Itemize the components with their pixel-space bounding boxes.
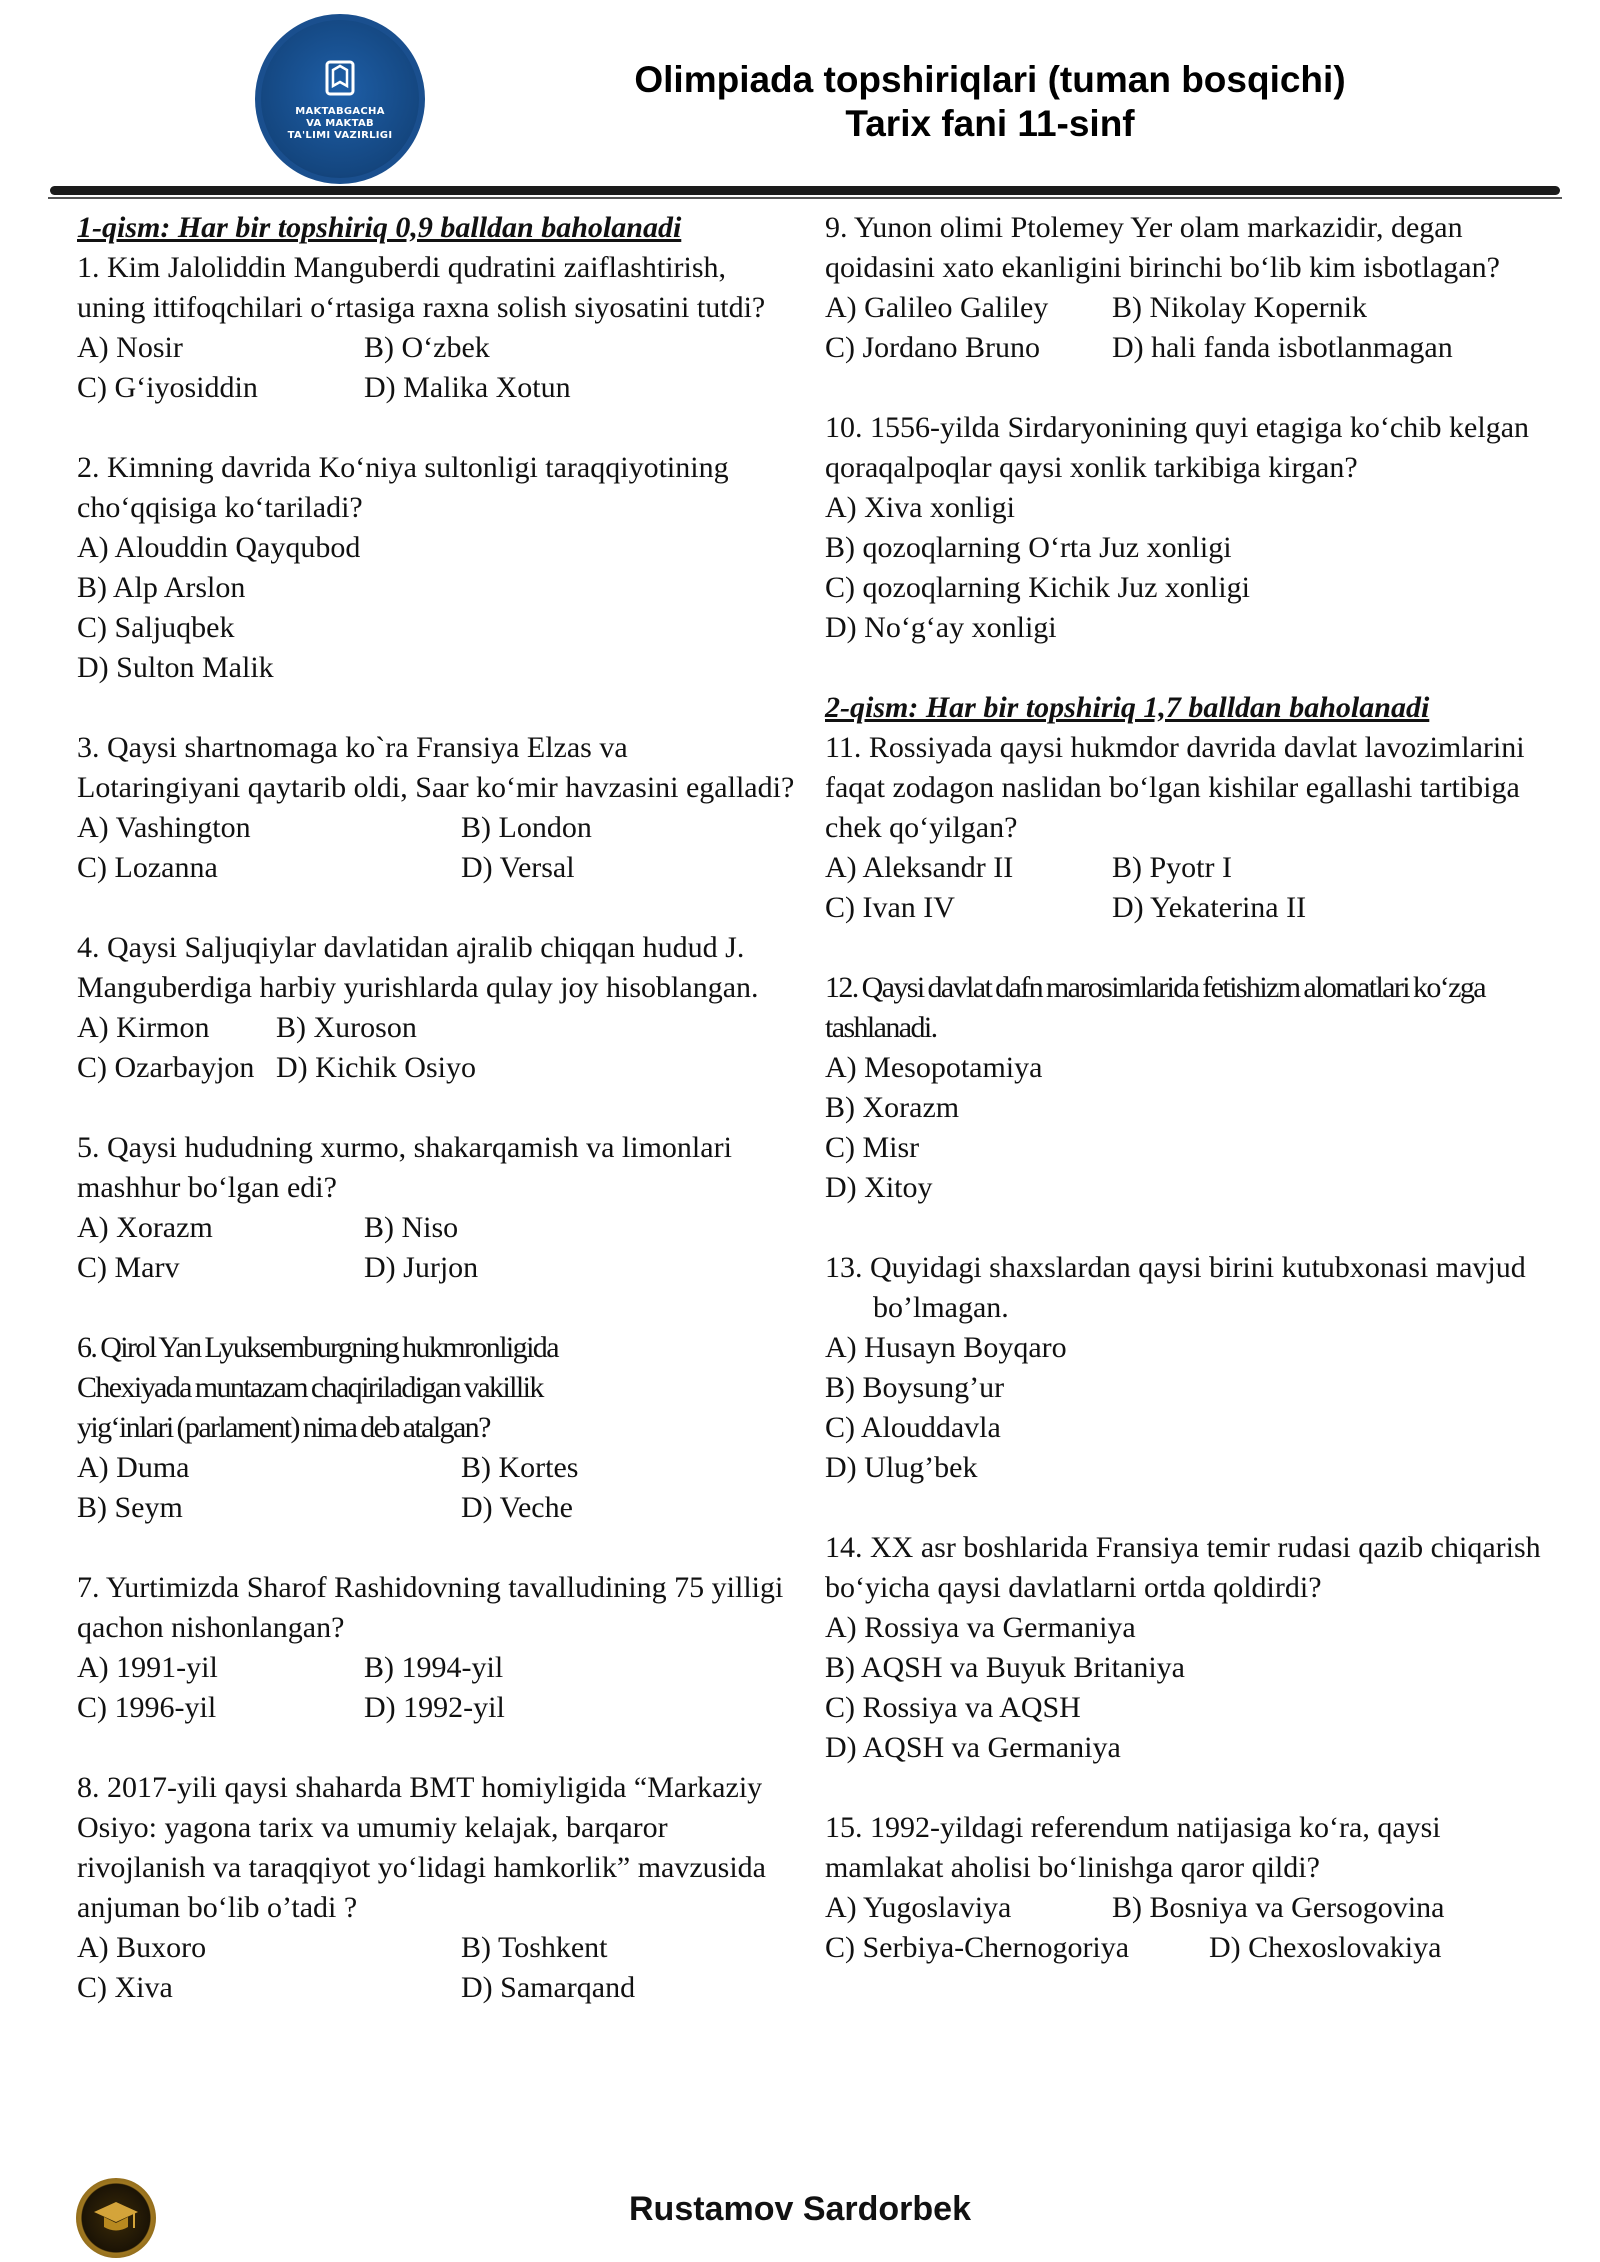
option-c[interactable]: B) Seym — [77, 1491, 183, 1524]
ministry-logo — [255, 14, 425, 184]
option-d[interactable]: D) 1992-yil — [364, 1691, 505, 1724]
option-c[interactable]: C) Saljuqbek — [77, 611, 235, 644]
question-text: 4. Qaysi Saljuqiylar davlatidan ajralib chiqqan hudud J. Manguberdiga harbiy yurishlarda qulay joy hisoblangan. — [77, 931, 759, 1004]
question-text: 12. Qaysi davlat dafn marosimlarida fetishizm alomatlari ko‘zga tashlanadi. — [825, 971, 1485, 1044]
question-text: 5. Qaysi hududning xurmo, shakarqamish va limonlari mashhur bo‘lgan edi? — [77, 1131, 732, 1204]
option-a[interactable]: A) Kirmon — [77, 1011, 210, 1044]
logo-text: MAKTABGACHA VA MAKTAB TA'LIMI VAZIRLIGI — [287, 106, 393, 141]
header-divider — [50, 186, 1560, 195]
question-text: 7. Yurtimizda Sharof Rashidovning tavalludining 75 yilligi qachon nishonlangan? — [77, 1571, 784, 1644]
question-8 — [77, 1768, 797, 2008]
option-b[interactable]: B) Niso — [364, 1211, 459, 1244]
book-icon — [318, 56, 362, 100]
author-name: Rustamov Sardorbek — [629, 2190, 971, 2228]
option-b[interactable]: B) Kortes — [461, 1451, 579, 1484]
question-text: 1. Kim Jaloliddin Manguberdi qudratini zaiflashtirish, uning ittifoqchilari o‘rtasiga raxna solish siyosatini tutdi? — [77, 251, 766, 324]
option-a[interactable]: A) Vashington — [77, 811, 251, 844]
option-b[interactable]: B) Bosniya va Gersogovina — [1112, 1891, 1445, 1924]
option-a[interactable]: A) Xorazm — [77, 1211, 213, 1244]
question-1 — [77, 248, 797, 408]
question-6 — [77, 1328, 797, 1528]
question-4 — [77, 928, 797, 1088]
question-text: 8. 2017-yili qaysi shaharda BMT homiyligida “Markaziy Osiyo: yagona tarix va umumiy kelajak, barqaror rivojlanish va taraqqiyot yo‘lidagi hamkorlik” mavzusida anjuman bo‘lib o’tadi ? — [77, 1771, 766, 1924]
question-text: 3. Qaysi shartnomaga ko`ra Fransiya Elzas va Lotaringiyani qaytarib oldi, Saar ko‘mir havzasini egalladi? — [77, 731, 795, 804]
option-b[interactable]: B) O‘zbek — [364, 331, 490, 364]
option-b[interactable]: B) Alp Arslon — [77, 571, 246, 604]
question-3 — [77, 728, 797, 888]
graduation-cap-icon — [92, 2198, 140, 2238]
title-line-1: Olimpiada topshiriqlari (tuman bosqichi) — [634, 59, 1346, 100]
option-d[interactable]: D) Ulug’bek — [825, 1451, 978, 1484]
option-d[interactable]: D) Sulton Malik — [77, 651, 274, 684]
option-c[interactable]: C) Alouddavla — [825, 1411, 1001, 1444]
option-b[interactable]: B) Pyotr I — [1112, 851, 1232, 884]
option-a[interactable]: A) Husayn Boyqaro — [825, 1331, 1067, 1364]
option-b[interactable]: B) Xorazm — [825, 1091, 960, 1124]
option-a[interactable]: A) Yugoslaviya — [825, 1891, 1012, 1924]
question-text: 13. Quyidagi shaxslardan qaysi birini kutubxonasi mavjud bo’lmagan. — [825, 1251, 1526, 1324]
option-d[interactable]: D) Malika Xotun — [364, 371, 571, 404]
option-c[interactable]: C) Ivan IV — [825, 891, 955, 924]
option-d[interactable]: D) Yekaterina II — [1112, 891, 1307, 924]
option-d[interactable]: D) No‘g‘ay xonligi — [825, 611, 1057, 644]
option-c[interactable]: C) Rossiya va AQSH — [825, 1691, 1081, 1724]
author-logo — [76, 2178, 156, 2258]
option-b[interactable]: B) Toshkent — [461, 1931, 608, 1964]
option-a[interactable]: A) Nosir — [77, 331, 183, 364]
option-b[interactable]: B) Boysung’ur — [825, 1371, 1005, 1404]
option-c[interactable]: C) Lozanna — [77, 851, 218, 884]
question-2 — [77, 448, 797, 688]
header-divider-thin — [48, 197, 1562, 199]
option-d[interactable]: D) Chexoslovakiya — [1209, 1931, 1442, 1964]
option-a[interactable]: A) Aleksandr II — [825, 851, 1014, 884]
option-d[interactable]: D) Jurjon — [364, 1251, 479, 1284]
option-a[interactable]: A) Galileo Galiley — [825, 291, 1049, 324]
option-a[interactable]: A) Alouddin Qayqubod — [77, 531, 361, 564]
section-heading-part1: 1-qism: Har bir topshiriq 0,9 balldan baholanadi — [77, 211, 682, 244]
option-a[interactable]: A) Xiva xonligi — [825, 491, 1015, 524]
option-c[interactable]: C) Xiva — [77, 1971, 173, 2004]
option-b[interactable]: B) London — [461, 811, 592, 844]
option-d[interactable]: D) Xitoy — [825, 1171, 933, 1204]
question-text: 9. Yunon olimi Ptolemey Yer olam markazidir, degan qoidasini xato ekanligini birinchi bo‘lib kim isbotlagan? — [825, 211, 1500, 284]
left-column — [77, 208, 797, 2048]
option-c[interactable]: C) Serbiya-Chernogoriya — [825, 1931, 1130, 1964]
option-c[interactable]: C) Marv — [77, 1251, 180, 1284]
question-text: 15. 1992-yildagi referendum natijasiga ko‘ra, qaysi mamlakat aholisi bo‘linishga qaror qildi? — [825, 1811, 1441, 1884]
question-text: 2. Kimning davrida Ko‘niya sultonligi taraqqiyotining cho‘qqisiga ko‘tariladi? — [77, 451, 729, 524]
option-c[interactable]: C) Misr — [825, 1131, 920, 1164]
question-text: 14. XX asr boshlarida Fransiya temir rudasi qazib chiqarish bo‘yicha qaysi davlatlarni ortda qoldirdi? — [825, 1531, 1541, 1604]
option-d[interactable]: D) Versal — [461, 851, 575, 884]
option-b[interactable]: B) Xuroson — [276, 1011, 417, 1044]
option-d[interactable]: D) hali fanda isbotlanmagan — [1112, 331, 1453, 364]
option-b[interactable]: B) AQSH va Buyuk Britaniya — [825, 1651, 1185, 1684]
option-b[interactable]: B) qozoqlarning O‘rta Juz xonligi — [825, 531, 1232, 564]
question-13 — [825, 1248, 1565, 1488]
page-title — [580, 58, 1400, 146]
title-line-2: Tarix fani 11-sinf — [845, 103, 1135, 144]
question-text: 11. Rossiyada qaysi hukmdor davrida davlat lavozimlarini faqat zodagon naslidan bo‘lgan kishilar egallashi tartibiga chek qo‘yilgan? — [825, 731, 1525, 844]
section-heading-part2: 2-qism: Har bir topshiriq 1,7 balldan baholanadi — [825, 691, 1430, 724]
option-a[interactable]: A) Buxoro — [77, 1931, 207, 1964]
right-column — [825, 208, 1565, 2008]
question-7 — [77, 1568, 797, 1728]
question-11 — [825, 728, 1565, 928]
option-a[interactable]: A) Rossiya va Germaniya — [825, 1611, 1136, 1644]
question-10 — [825, 408, 1565, 648]
option-c[interactable]: C) G‘iyosiddin — [77, 371, 258, 404]
question-text: 6. Qirol Yan Lyuksemburgning hukmronligida Chexiyada muntazam chaqiriladigan vakillik yig‘inlari (parlament) nima deb atalgan? — [77, 1331, 558, 1444]
option-b[interactable]: B) 1994-yil — [364, 1651, 504, 1684]
option-c[interactable]: C) qozoqlarning Kichik Juz xonligi — [825, 571, 1250, 604]
question-5 — [77, 1128, 797, 1288]
option-b[interactable]: B) Nikolay Kopernik — [1112, 291, 1367, 324]
option-d[interactable]: D) AQSH va Germaniya — [825, 1731, 1121, 1764]
question-15 — [825, 1808, 1565, 1968]
question-14 — [825, 1528, 1565, 1768]
option-d[interactable]: D) Kichik Osiyo — [276, 1051, 476, 1084]
question-text: 10. 1556-yilda Sirdaryonining quyi etagiga ko‘chib kelgan qoraqalpoqlar qaysi xonlik tarkibiga kirgan? — [825, 411, 1530, 484]
option-a[interactable]: A) Mesopotamiya — [825, 1051, 1043, 1084]
option-c[interactable]: C) 1996-yil — [77, 1691, 217, 1724]
question-9 — [825, 208, 1565, 368]
option-c[interactable]: C) Jordano Bruno — [825, 331, 1040, 364]
question-12 — [825, 968, 1565, 1208]
option-a[interactable]: A) Duma — [77, 1451, 190, 1484]
option-d[interactable]: D) Veche — [461, 1491, 573, 1524]
option-a[interactable]: A) 1991-yil — [77, 1651, 218, 1684]
option-d[interactable]: D) Samarqand — [461, 1971, 636, 2004]
option-c[interactable]: C) Ozarbayjon — [77, 1051, 255, 1084]
